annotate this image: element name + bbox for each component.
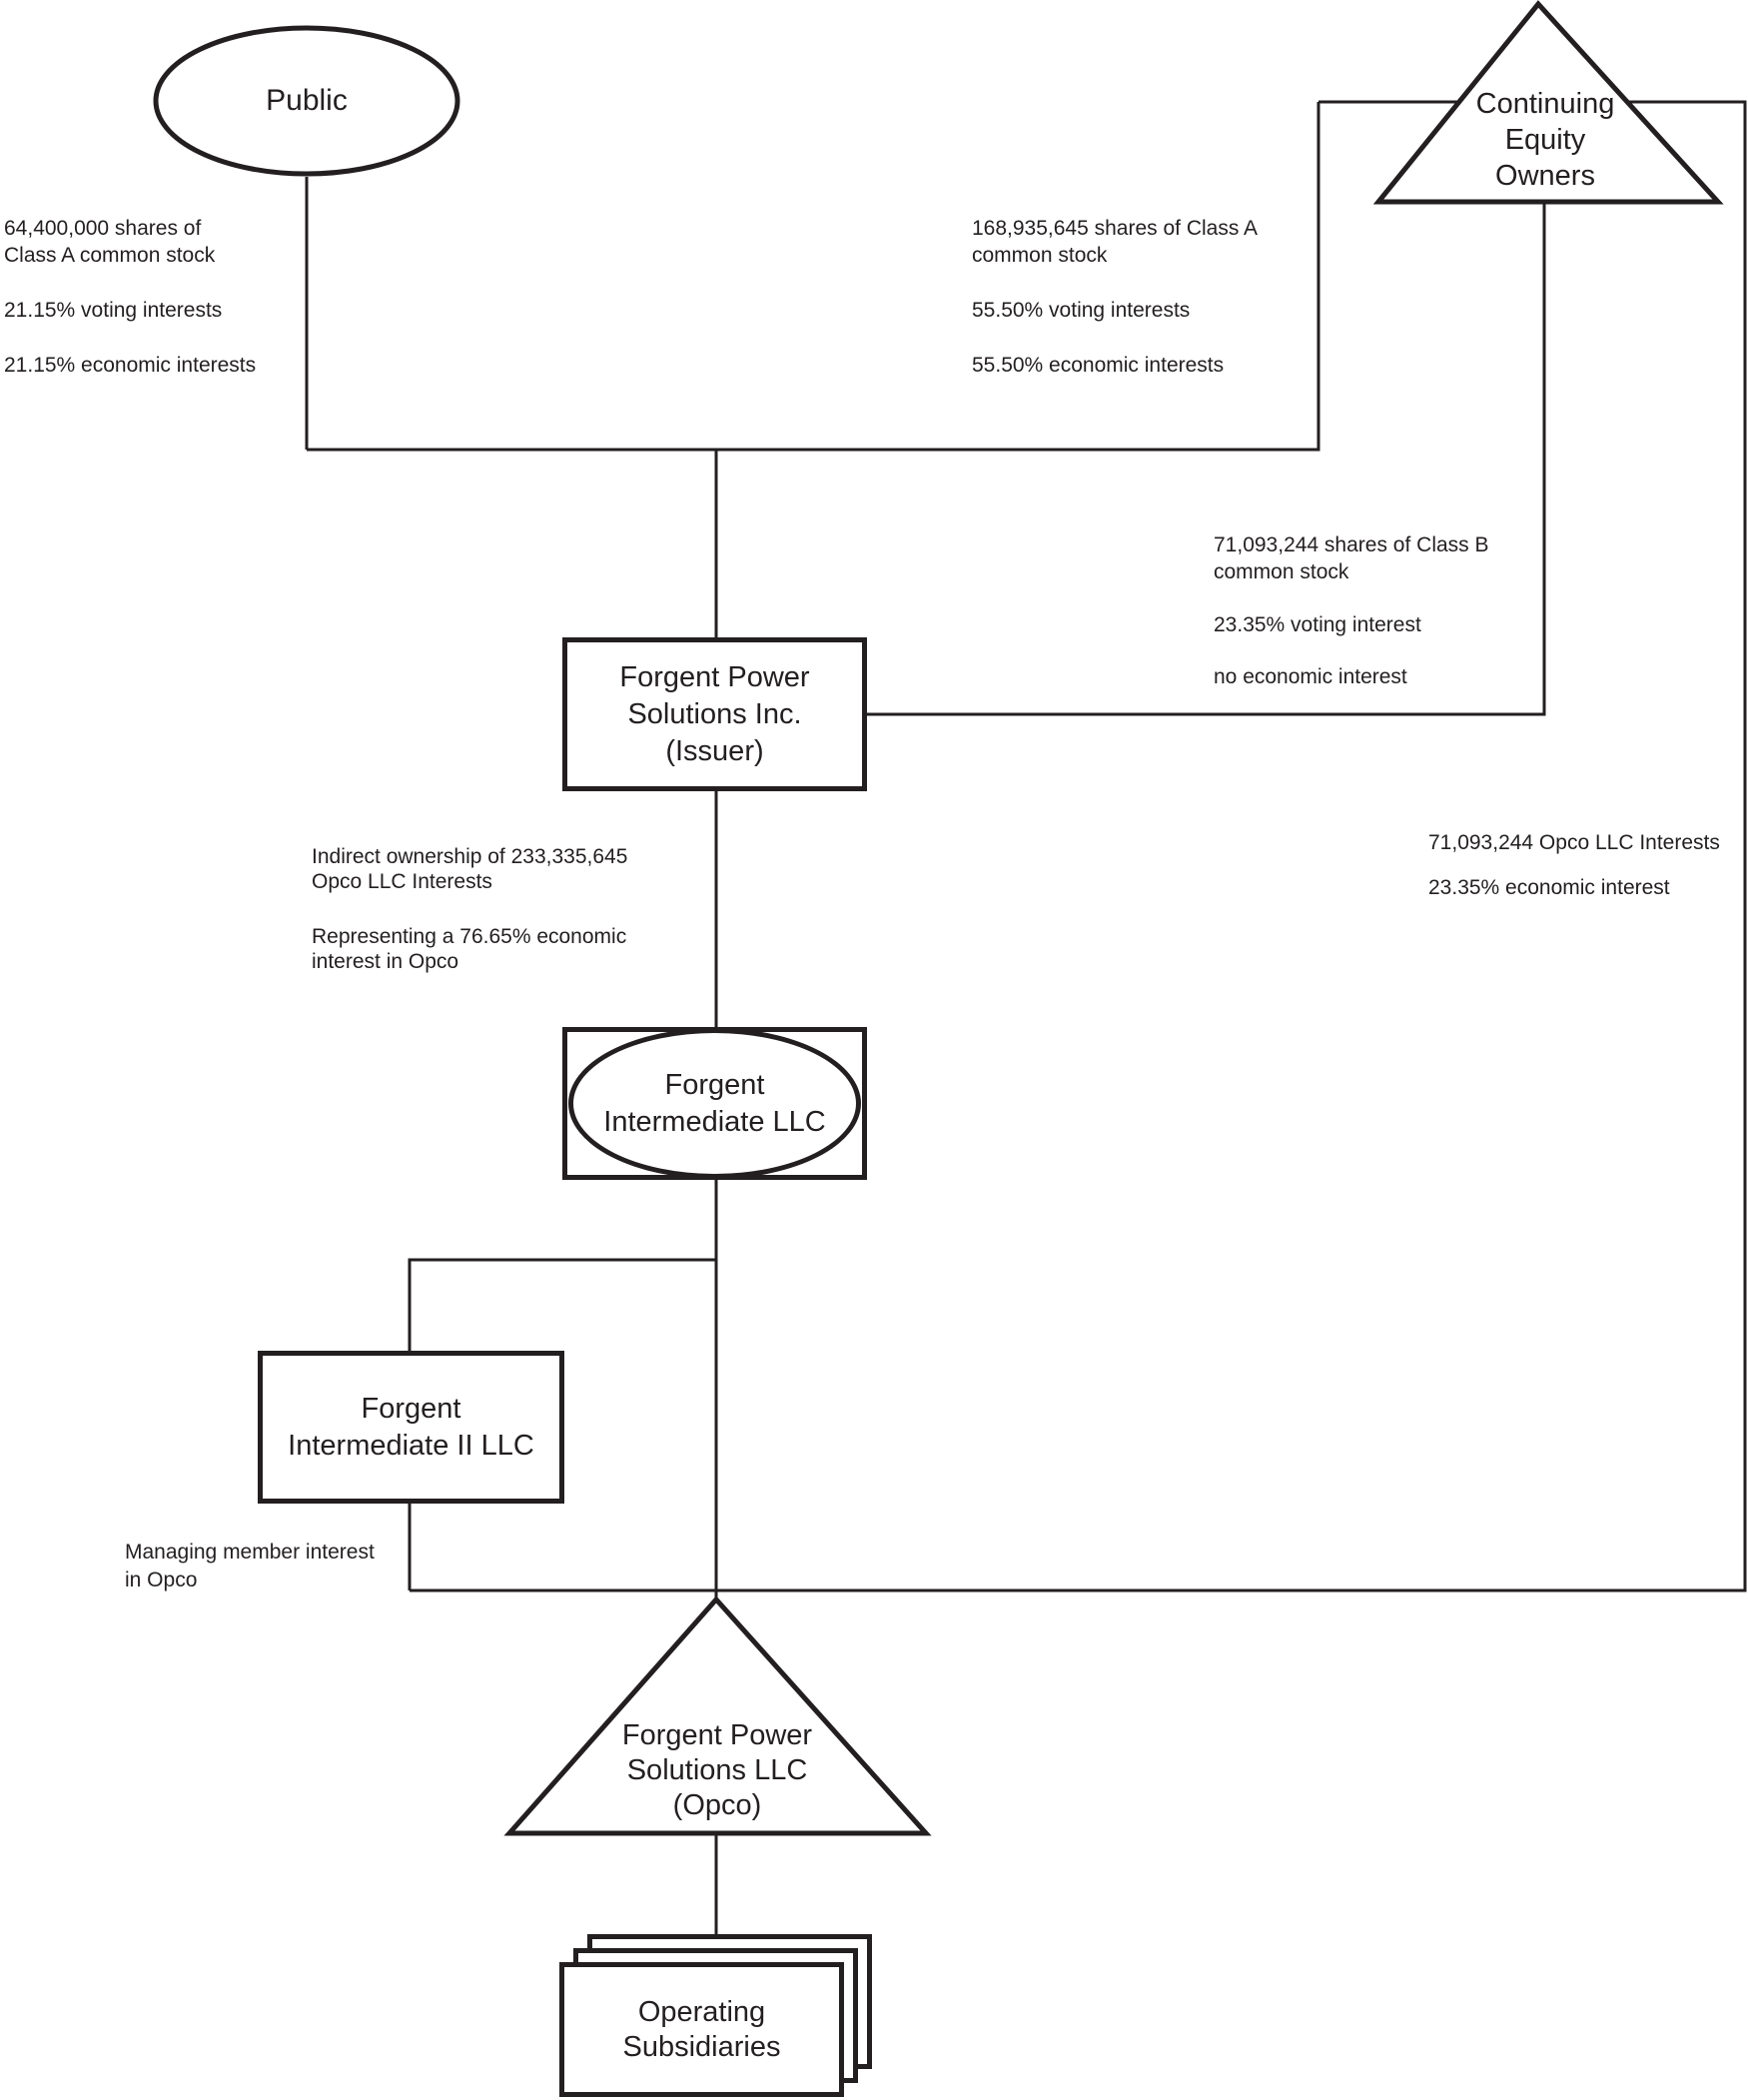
intermediate2-label-line2: Intermediate II LLC (288, 1429, 534, 1462)
operating-subsidiaries-line2: Subsidiaries (622, 2030, 781, 2063)
issuer-node (562, 637, 867, 791)
ceo-economic-interests: 55.50% economic interests (972, 354, 1225, 377)
ceo-label-line2: Equity (1504, 124, 1586, 156)
issuer-economic-interest-line1: Representing a 76.65% economic (312, 925, 627, 948)
operating-subsidiaries-line1: Operating (637, 1995, 766, 2028)
issuer-economic-interest-line2: interest in Opco (312, 950, 459, 973)
managing-member-interest-line2: in Opco (125, 1569, 198, 1591)
ceo-class-b-voting-interest: 23.35% voting interest (1214, 613, 1421, 636)
opco-label-line2: Solutions LLC (626, 1754, 808, 1786)
issuer-label-line3: (Issuer) (665, 734, 764, 767)
intermediate-label-line2: Intermediate LLC (603, 1105, 826, 1138)
issuer-label-line1: Forgent Power (619, 660, 810, 693)
ceo-class-a-shares-line1: 168,935,645 shares of Class A (972, 217, 1259, 240)
public-class-a-shares-line1: 64,400,000 shares of (4, 217, 202, 240)
operating-subsidiaries-node (559, 1962, 844, 2097)
intermediate-node (562, 1027, 867, 1180)
ceo-class-b-shares-line2: common stock (1214, 560, 1349, 583)
ceo-label-line1: Continuing (1475, 88, 1615, 120)
intermediate2-label-line1: Forgent (361, 1392, 461, 1425)
managing-member-interest-line1: Managing member interest (125, 1541, 375, 1564)
ceo-opco-llc-interests: 71,093,244 Opco LLC Interests (1428, 831, 1720, 854)
opco-label-line3: (Opco) (672, 1789, 762, 1821)
opco-label-line1: Forgent Power (621, 1719, 813, 1751)
ceo-class-b-no-economic-interest: no economic interest (1214, 665, 1407, 688)
intermediate2-node (258, 1351, 564, 1504)
issuer-label-line2: Solutions Inc. (627, 697, 802, 730)
ceo-label-line3: Owners (1495, 160, 1595, 192)
public-class-a-shares-line2: Class A common stock (4, 244, 216, 267)
issuer-indirect-ownership-line1: Indirect ownership of 233,335,645 (312, 845, 628, 868)
public-economic-interests: 21.15% economic interests (4, 354, 257, 377)
connector-class-b (867, 202, 1544, 714)
ceo-opco-economic-interest: 23.35% economic interest (1428, 876, 1670, 899)
public-label-text: Public (266, 84, 348, 117)
ceo-voting-interests: 55.50% voting interests (972, 299, 1191, 322)
ceo-class-b-shares-line1: 71,093,244 shares of Class B (1214, 533, 1489, 556)
continuing-equity-owners-label (1379, 86, 1711, 194)
intermediate-label-line1: Forgent (664, 1068, 765, 1101)
opco-node-label (507, 1718, 927, 1823)
ceo-class-a-shares-line2: common stock (972, 244, 1108, 267)
public-voting-interests: 21.15% voting interests (4, 299, 223, 322)
public-node-label (155, 86, 458, 116)
issuer-indirect-ownership-line2: Opco LLC Interests (312, 870, 492, 893)
connector-class-a-trunk (307, 102, 1318, 450)
connector-branch-to-intermediate2 (410, 1260, 716, 1351)
